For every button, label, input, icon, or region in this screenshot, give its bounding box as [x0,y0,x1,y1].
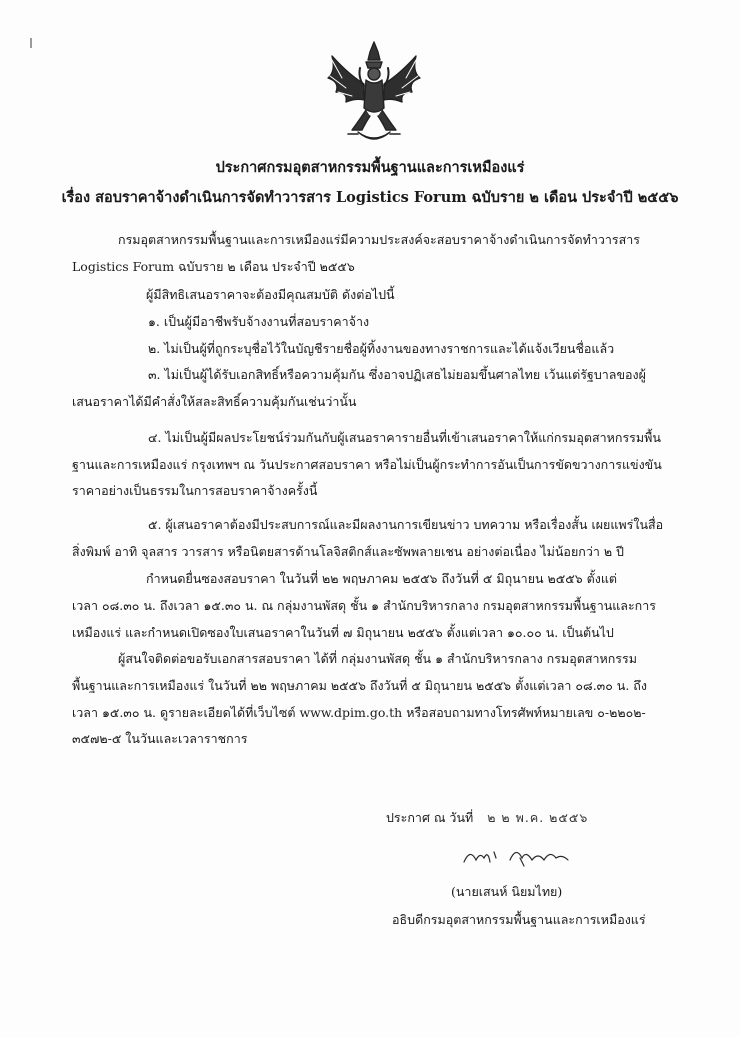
announcement-title: ประกาศกรมอุตสาหกรรมพื้นฐานและการเหมืองแร่ [215,159,525,176]
announcement-subject: เรื่อง สอบราคาจ้างดำเนินการจัดทำวารสาร Logistics Forum ฉบับราย ๒ เดือน ประจำปี ๒๕๕๖ [61,189,679,206]
submission-deadline-line-1: กำหนดยื่นซองสอบราคา ในวันที่ ๒๒ พฤษภาคม ๒๕๕๖ ถึงวันที่ ๕ มิถุนายน ๒๕๕๖ ตั้งแต่ [146,571,618,586]
intro-line-1: กรมอุตสาหกรรมพื้นฐานและการเหมืองแร่มีความประสงค์จะสอบราคาจ้างดำเนินการจัดทำวารสาร [118,232,641,247]
contact-line-2: พื้นฐานและการเหมืองแร่ ในวันที่ ๒๒ พฤษภาคม ๒๕๕๖ ถึงวันที่ ๕ มิถุนายน ๒๕๕๖ ตั้งแต่เวลา ๐๘.๓๐ น. ถึง [72,678,647,693]
announcement-date-label: ประกาศ ณ วันที่ [386,810,474,825]
qualification-item-1: ๑. เป็นผู้มีอาชีพรับจ้างงานที่สอบราคาจ้าง [148,314,370,329]
qualification-item-3-line-1: ๓. ไม่เป็นผู้ได้รับเอกสิทธิ์หรือความคุ้มกัน ซึ่งอาจปฏิเสธไม่ยอมขึ้นศาลไทย เว้นแต่รัฐบาลของผู้ [148,367,646,382]
signer-position: อธิบดีกรมอุตสาหกรรมพื้นฐานและการเหมืองแร่ [392,912,646,927]
contact-line-1: ผู้สนใจติดต่อขอรับเอกสารสอบราคา ได้ที่ กลุ่มงานพัสดุ ชั้น ๑ สำนักบริหารกลาง กรมอุตสาหกรรม [118,651,637,666]
contact-line-4: ๓๕๗๒-๕ ในวันและเวลาราชการ [72,731,248,746]
signature-image [460,838,580,872]
qualification-heading: ผู้มีสิทธิเสนอราคาจะต้องมีคุณสมบัติ ดังต่อไปนี้ [146,287,395,302]
signer-name: (นายเสนห์ นิยมไทย) [451,884,563,899]
qualification-item-5-line-2: สิ่งพิมพ์ อาทิ จุลสาร วารสาร หรือนิตยสารด้านโลจิสติกส์และซัพพลายเชน อย่างต่อเนื่อง ไม่น้อยกว่า ๒ ปี [72,544,624,559]
qualification-item-4-line-2: ฐานและการเหมืองแร่ กรุงเทพฯ ณ วันประกาศสอบราคา หรือไม่เป็นผู้กระทำการอันเป็นการขัดขวางการแข่งขัน [72,457,662,472]
garuda-emblem-icon [318,38,430,150]
intro-line-2: Logistics Forum ฉบับราย ๒ เดือน ประจำปี ๒๕๕๖ [72,259,355,274]
qualification-item-4-line-3: ราคาอย่างเป็นธรรมในการสอบราคาจ้างครั้งนี้ [72,483,318,498]
contact-line-3: เวลา ๑๕.๓๐ น. ดูรายละเอียดได้ที่เว็บไซต์ www.dpim.go.th หรือสอบถามทางโทรศัพท์หมายเลข ๐-๒๒๐๒- [72,705,646,720]
qualification-item-2: ๒. ไม่เป็นผู้ที่ถูกระบุชื่อไว้ในบัญชีรายชื่อผู้ทิ้งงานของทางราชการและได้แจ้งเวียนชื่อแล้ว [148,341,615,356]
announcement-date-row [386,808,588,828]
qualification-item-5-line-1: ๕. ผู้เสนอราคาต้องมีประสบการณ์และมีผลงานการเขียนข่าว บทความ หรือเรื่องสั้น เผยแพร่ในสื่อ [148,517,664,532]
submission-deadline-line-3: เหมืองแร่ และกำหนดเปิดซองใบเสนอราคาในวันที่ ๗ มิถุนายน ๒๕๕๖ ตั้งแต่เวลา ๑๐.๐๐ น. เป็นต้นไป [72,625,614,640]
submission-deadline-line-2: เวลา ๐๘.๓๐ น. ถึงเวลา ๑๕.๓๐ น. ณ กลุ่มงานพัสดุ ชั้น ๑ สำนักบริหารกลาง กรมอุตสาหกรรมพื้นฐานและการ [72,598,656,613]
scan-mark [30,38,32,48]
qualification-item-3-line-2: เสนอราคาได้มีคำสั่งให้สละสิทธิ์ความคุ้มกันเช่นว่านั้น [72,394,357,409]
qualification-item-4-line-1: ๔. ไม่เป็นผู้มีผลประโยชน์ร่วมกันกับผู้เสนอราคารายอื่นที่เข้าเสนอราคาให้แก่กรมอุตสาหกรรมพื้น [148,430,661,445]
announcement-date: ๒ ๒ พ.ค. ๒๕๕๖ [487,810,589,825]
